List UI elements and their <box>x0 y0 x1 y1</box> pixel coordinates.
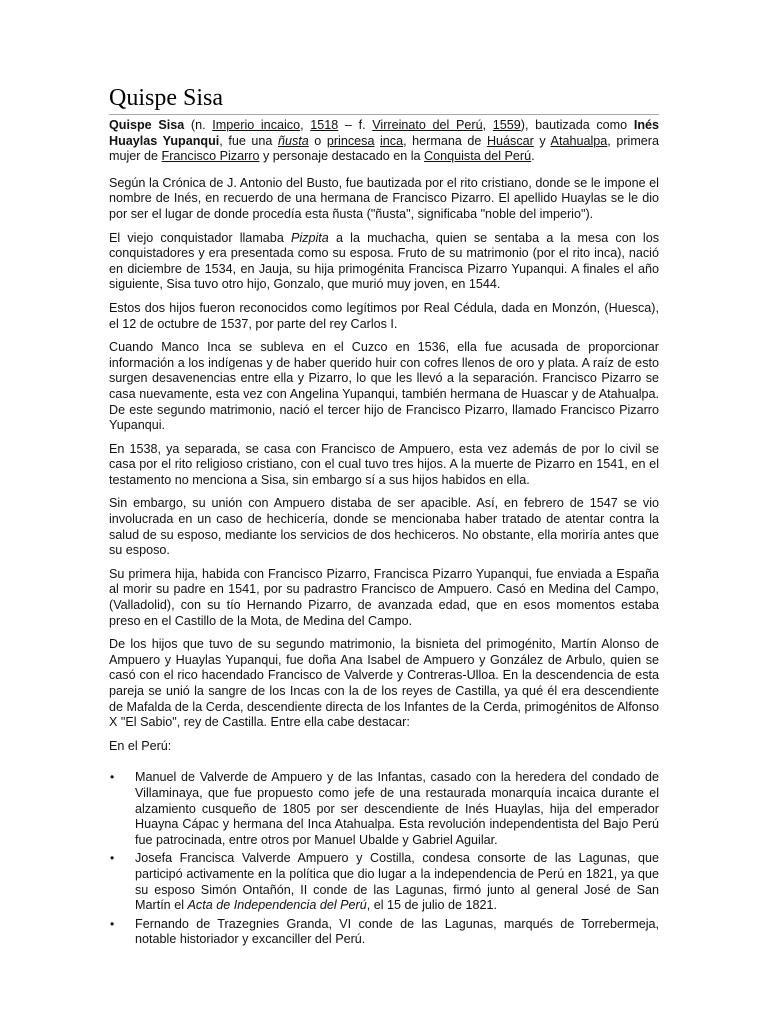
link-conquista-del-peru[interactable]: Conquista del Perú <box>424 149 532 164</box>
paragraph-descendants: De los hijos que tuvo de su segundo matrimonio, la bisnieta del primogénito, Martín Alonso de Ampuero y Huaylas Yupanqui, fue doña Ana Isabel de Ampuero y González de Arbulo, quien se casó con el rico hacendado Francisco de Valverde y Contreras-Ulloa. En la descendencia de esta pareja se unió la sangre de los Incas con la de los reyes de Castilla, ya qué él era descendiente de Mafalda de la Cerda, descendiente directa de los Infantes de la Cerda, primogénitos de Alfonso X "El Sabio", rey de Castilla. Entre ella cabe destacar: <box>109 637 659 730</box>
link-princesa[interactable]: princesa <box>326 133 375 148</box>
link-1518[interactable]: 1518 <box>310 118 339 132</box>
list-item: • Fernando de Trazegnies Granda, VI conde de las Lagunas, marqués de Torrebermeja, notable historiador y excanciller del Perú. <box>109 917 659 948</box>
link-huascar[interactable]: Huáscar <box>486 133 534 148</box>
subject-name: Quispe Sisa <box>109 118 185 132</box>
link-1559[interactable]: 1559 <box>492 118 521 132</box>
list-item: • Josefa Francisca Valverde Ampuero y Costilla, condesa consorte de las Lagunas, que participó activamente en la política que dio lugar a la independencia de Perú en 1821, ya que su esposo Simón Ontañón, II conde de las Lagunas, firmó junto al general José de San Martín el Acta de Independencia del Perú, el 15 de julio de 1821. <box>109 851 659 913</box>
descendants-list <box>109 770 659 948</box>
link-francisco-pizarro[interactable]: Francisco Pizarro <box>161 149 260 164</box>
italic-pizpita: Pizpita <box>291 230 329 245</box>
link-atahualpa[interactable]: Atahualpa <box>550 133 608 148</box>
page-title: Quispe Sisa <box>109 84 659 115</box>
paragraph-separation: Cuando Manco Inca se subleva en el Cuzco en 1536, ella fue acusada de proporcionar información a los indígenas y de haber querido huir con cofres llenos de oro y plata. A raíz de esto surgen desavenencias entre ella y Pizarro, lo que les llevó a la separación. Francisco Pizarro se casa nuevamente, esta vez con Angelina Yupanqui, también hermana de Huascar y de Atahualpa. De este segundo matrimonio, nació el tercer hijo de Francisco Pizarro, llamado Francisco Pizarro Yupanqui. <box>109 340 659 433</box>
paragraph-ampuero-marriage: En 1538, ya separada, se casa con Francisco de Ampuero, esta vez además de por lo civil se casa por el rito religioso cristiano, con el cual tuvo tres hijos. A la muerte de Pizarro en 1541, en el testamento no menciona a Sisa, sin embargo sí a sus hijos habidos en ella. <box>109 441 659 487</box>
link-inca[interactable]: inca <box>380 133 404 148</box>
baptismal-name: Inés Huaylas Yupanqui <box>109 118 660 148</box>
document-page <box>109 84 659 951</box>
paragraph-baptism: Según la Crónica de J. Antonio del Busto, fue bautizada por el rito cristiano, donde se le impone el nombre de Inés, en recuerdo de una hermana de Francisco Pizarro. El apellido Huaylas se le dio por ser el lugar de donde procedía esta ñusta ("ñusta", significaba "noble del imperio"). <box>109 175 659 221</box>
paragraph-legitimacy: Estos dos hijos fueron reconocidos como legítimos por Real Cédula, dada en Monzón, (Huesca), el 12 de octubre de 1537, por parte del rey Carlos I. <box>109 300 659 331</box>
link-nusta[interactable]: ñusta <box>277 133 309 148</box>
list-item: • Manuel de Valverde de Ampuero y de las Infantas, casado con la heredera del condado de Villaminaya, que fue propuesto como jefe de una restaurada monarquía incaica durante el alzamiento cusqueño de 1805 por ser descendiente de Inés Huaylas, hija del emperador Huayna Cápac y hermana del Inca Atahualpa. Esta revolución independentista del Bajo Perú fue patrocinada, entre otros por Manuel Ubalde y Gabriel Aguilar. <box>109 770 659 848</box>
paragraph-witchcraft: Sin embargo, su unión con Ampuero distaba de ser apacible. Así, en febrero de 1547 se vio involucrada en un caso de hechicería, donde se mencionaba haber tratado de atentar contra la salud de su esposo, mediante los servicios de dos hechiceros. No obstante, ella moriría antes que su esposo. <box>109 496 659 558</box>
paragraph-pizpita: El viejo conquistador llamaba Pizpita a la muchacha, quien se sentaba a la mesa con los conquistadores y era presentada como su esposa. Fruto de su matrimonio (por el rito inca), nació en diciembre de 1534, en Jauja, su hija primogénita Francisca Pizarro Yupanqui. A finales el año siguiente, Sisa tuvo otro hijo, Gonzalo, que murió muy joven, en 1544. <box>109 230 660 292</box>
paragraph-en-el-peru: En el Perú: <box>109 738 172 753</box>
paragraph-first-daughter: Su primera hija, habida con Francisco Pizarro, Francisca Pizarro Yupanqui, fue enviada a España al morir su padre en 1541, por su padrastro Francisco de Ampuero. Casó en Medina del Campo, (Valladolid), con su tío Hernando Pizarro, de avanzada edad, que en esos momentos estaba preso en el Castillo de la Mota, de Medina del Campo. <box>109 566 659 628</box>
link-imperio-incaico[interactable]: Imperio incaico <box>212 118 301 132</box>
italic-acta: Acta de Independencia del Perú <box>187 898 367 913</box>
link-virreinato-del-peru[interactable]: Virreinato del Perú <box>372 118 483 132</box>
intro-paragraph: Quispe Sisa (n. Imperio incaico, 1518 – f. Virreinato del Perú, 1559), bautizada como Inés Huaylas Yupanqui, fue una ñusta o princesa inca, hermana de Huáscar y Atahualpa, primera mujer de Francisco Pizarro y personaje destacado en la Conquista del Perú. <box>109 118 660 164</box>
